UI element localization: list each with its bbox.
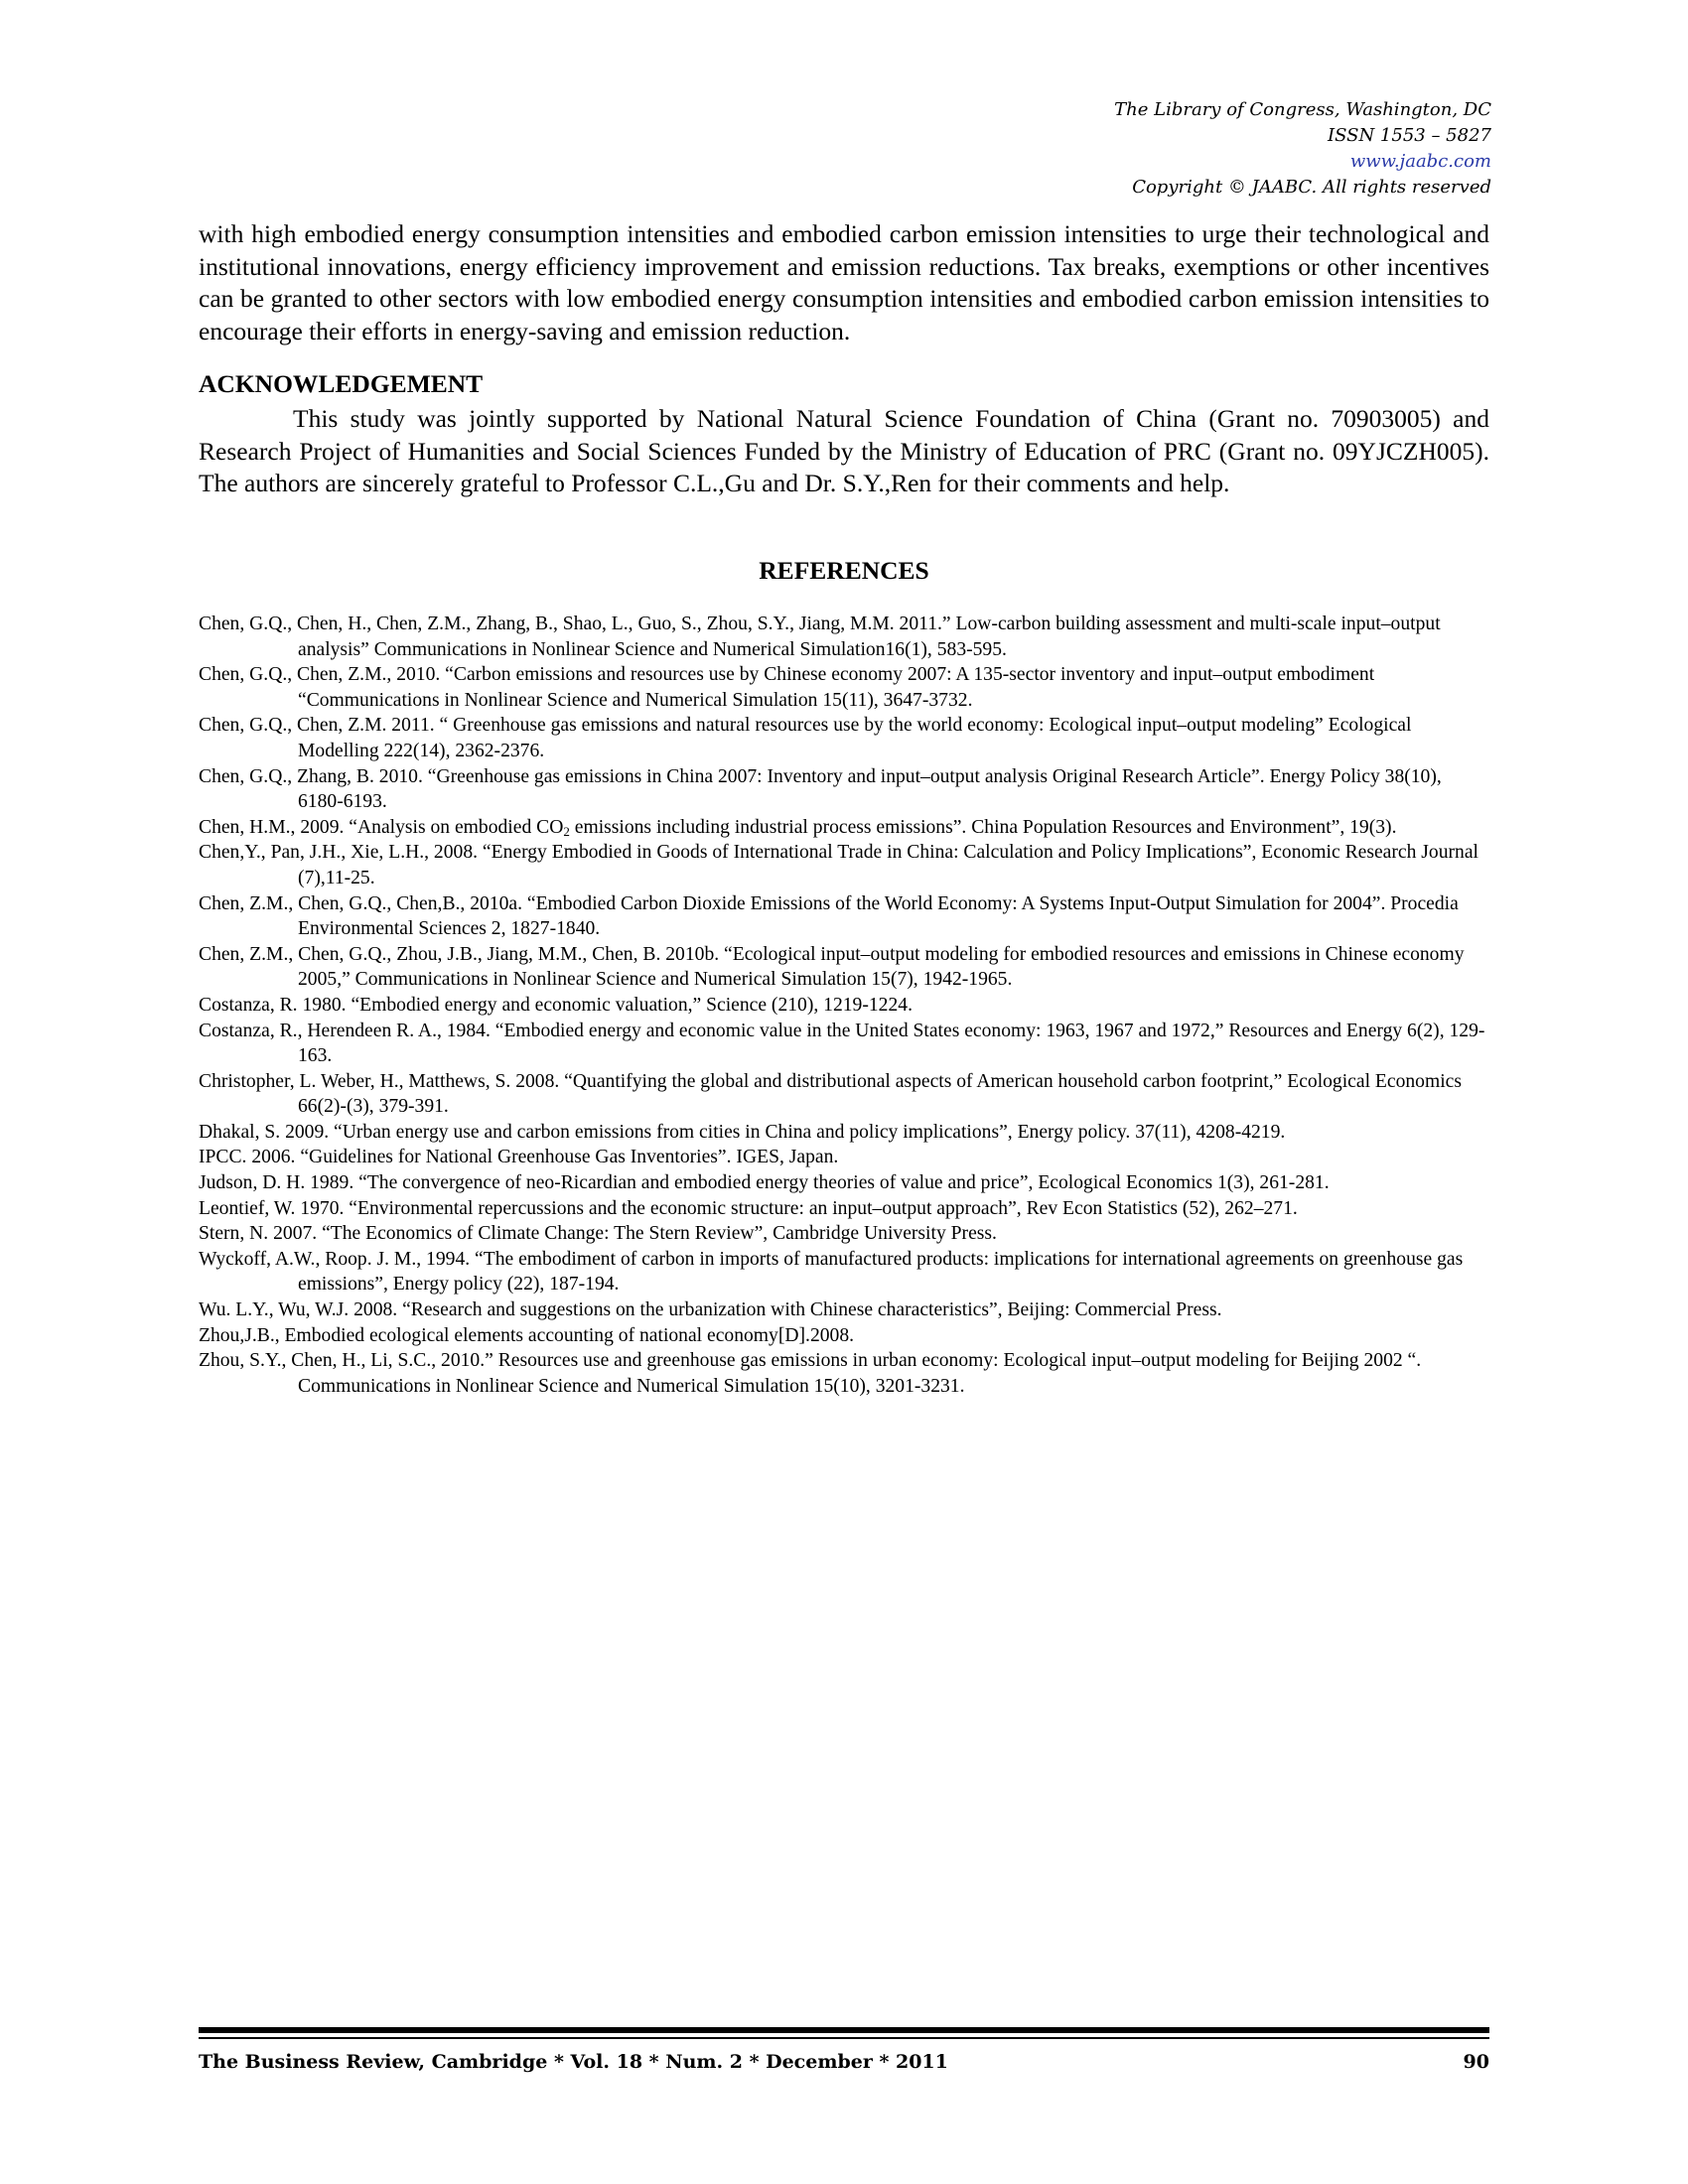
reference-entry: Leontief, W. 1970. “Environmental repercussions and the economic structure: an input–output approach”, Rev Econ Statistics (52), 262–271.	[199, 1197, 1298, 1219]
reference-entry: Costanza, R. 1980. “Embodied energy and economic valuation,” Science (210), 1219-1224.	[199, 994, 913, 1016]
reference-text: Chen, H.M., 2009. “Analysis on embodied CO	[199, 816, 564, 838]
reference-entry: Christopher, L. Weber, H., Matthews, S. 2008. “Quantifying the global and distributional aspects of American household carbon footprint,” Ecological Economics 66(2)-(3), 379-391.	[199, 1070, 1462, 1118]
header-website-link[interactable]: www.jaabc.com	[1349, 151, 1491, 172]
reference-entry: Stern, N. 2007. “The Economics of Climate Change: The Stern Review”, Cambridge University Press.	[199, 1223, 997, 1245]
page-number: 90	[1463, 2051, 1489, 2073]
reference-text: emissions including industrial process emissions”. China Population Resources and Environment”, 19(3).	[569, 816, 1397, 838]
footer-rule-thin	[199, 2037, 1489, 2039]
references-heading: REFERENCES	[759, 556, 929, 585]
header-issn-line: ISSN 1553 – 5827	[1328, 125, 1491, 146]
reference-entry: Wu. L.Y., Wu, W.J. 2008. “Research and suggestions on the urbanization with Chinese characteristics”, Beijing: Commercial Press.	[199, 1299, 1222, 1321]
reference-entry: Chen, G.Q., Chen, Z.M., 2010. “Carbon emissions and resources use by Chinese economy 2007: A 135-sector inventory and input–output embodiment “Communications in Nonlinear Science and Numerical Simulation 15(11), 3647-3732.	[199, 664, 1375, 711]
footer-journal-info: The Business Review, Cambridge * Vol. 18 * Num. 2 * December * 2011	[199, 2051, 948, 2073]
reference-entry: Chen, Z.M., Chen, G.Q., Zhou, J.B., Jiang, M.M., Chen, B. 2010b. “Ecological input–output modeling for embodied resources and emissions in Chinese economy 2005,” Communications in Nonlinear Science and Numerical Simulation 15(7), 1942-1965.	[199, 943, 1465, 991]
reference-entry: Zhou, S.Y., Chen, H., Li, S.C., 2010.” Resources use and greenhouse gas emissions in urban economy: Ecological input–output modeling for Beijing 2002 “. Communications in Nonlinear Science and Numerical Simulation 15(10), 3201-3231.	[199, 1350, 1422, 1397]
header-library-line: The Library of Congress, Washington, DC	[1114, 99, 1491, 120]
reference-entry	[199, 815, 1489, 841]
conclusion-paragraph: with high embodied energy consumption intensities and embodied carbon emission intensities to urge their technological and institutional innovations, energy efficiency improvement and emission reductions. Tax breaks, exemptions or other incentives can be granted to other sectors with low embodied energy consumption intensities and embodied carbon emission intensities to encourage their efforts in energy-saving and emission reduction.	[199, 219, 1489, 345]
header-copyright-line: Copyright © JAABC. All rights reserved	[1132, 177, 1491, 198]
reference-entry: Costanza, R., Herendeen R. A., 1984. “Embodied energy and economic value in the United States economy: 1963, 1967 and 1972,” Resources and Energy 6(2), 129-163.	[199, 1020, 1485, 1067]
footer-rule-thick	[199, 2027, 1489, 2033]
reference-entry: IPCC. 2006. “Guidelines for National Greenhouse Gas Inventories”. IGES, Japan.	[199, 1147, 839, 1168]
reference-entry: Zhou,J.B., Embodied ecological elements accounting of national economy[D].2008.	[199, 1324, 855, 1346]
reference-entry: Dhakal, S. 2009. “Urban energy use and carbon emissions from cities in China and policy implications”, Energy policy. 37(11), 4208-4219.	[199, 1121, 1286, 1143]
reference-entry: Wyckoff, A.W., Roop. J. M., 1994. “The embodiment of carbon in imports of manufactured products: implications for international agreements on greenhouse gas emissions”, Energy policy (22), 187-194.	[199, 1248, 1464, 1296]
reference-entry: Chen, G.Q., Zhang, B. 2010. “Greenhouse gas emissions in China 2007: Inventory and input–output analysis Original Research Article”. Energy Policy 38(10), 6180-6193.	[199, 765, 1442, 813]
reference-entry: Chen, G.Q., Chen, Z.M. 2011. “ Greenhouse gas emissions and natural resources use by the world economy: Ecological input–output modeling” Ecological Modelling 222(14), 2362-2376.	[199, 715, 1412, 761]
reference-entry: Chen, Z.M., Chen, G.Q., Chen,B., 2010a. “Embodied Carbon Dioxide Emissions of the World Economy: A Systems Input-Output Simulation for 2004”. Procedia Environmental Sciences 2, 1827-1840.	[199, 892, 1459, 940]
running-header	[1114, 97, 1491, 201]
acknowledgement-paragraph: This study was jointly supported by National Natural Science Foundation of China (Grant no. 70903005) and Research Project of Humanities and Social Sciences Funded by the Ministry of Education of PRC (Grant no. 09YJCZH005). The authors are sincerely grateful to Professor C.L.,Gu and Dr. S.Y.,Ren for their comments and help.	[199, 404, 1489, 497]
reference-entry: Chen, G.Q., Chen, H., Chen, Z.M., Zhang, B., Shao, L., Guo, S., Zhou, S.Y., Jiang, M.M. 2011.” Low-carbon building assessment and multi-scale input–output analysis” Communications in Nonlinear Science and Numerical Simulation16(1), 583-595.	[199, 614, 1441, 660]
acknowledgement-heading: ACKNOWLEDGEMENT	[199, 369, 484, 398]
reference-entry: Judson, D. H. 1989. “The convergence of neo-Ricardian and embodied energy theories of value and price”, Ecological Economics 1(3), 261-281.	[199, 1172, 1330, 1194]
subscript: 2	[563, 823, 570, 839]
reference-entry: Chen,Y., Pan, J.H., Xie, L.H., 2008. “Energy Embodied in Goods of International Trade in China: Calculation and Policy Implications”, Economic Research Journal (7),11-25.	[199, 842, 1478, 888]
references-list	[199, 612, 1489, 1399]
